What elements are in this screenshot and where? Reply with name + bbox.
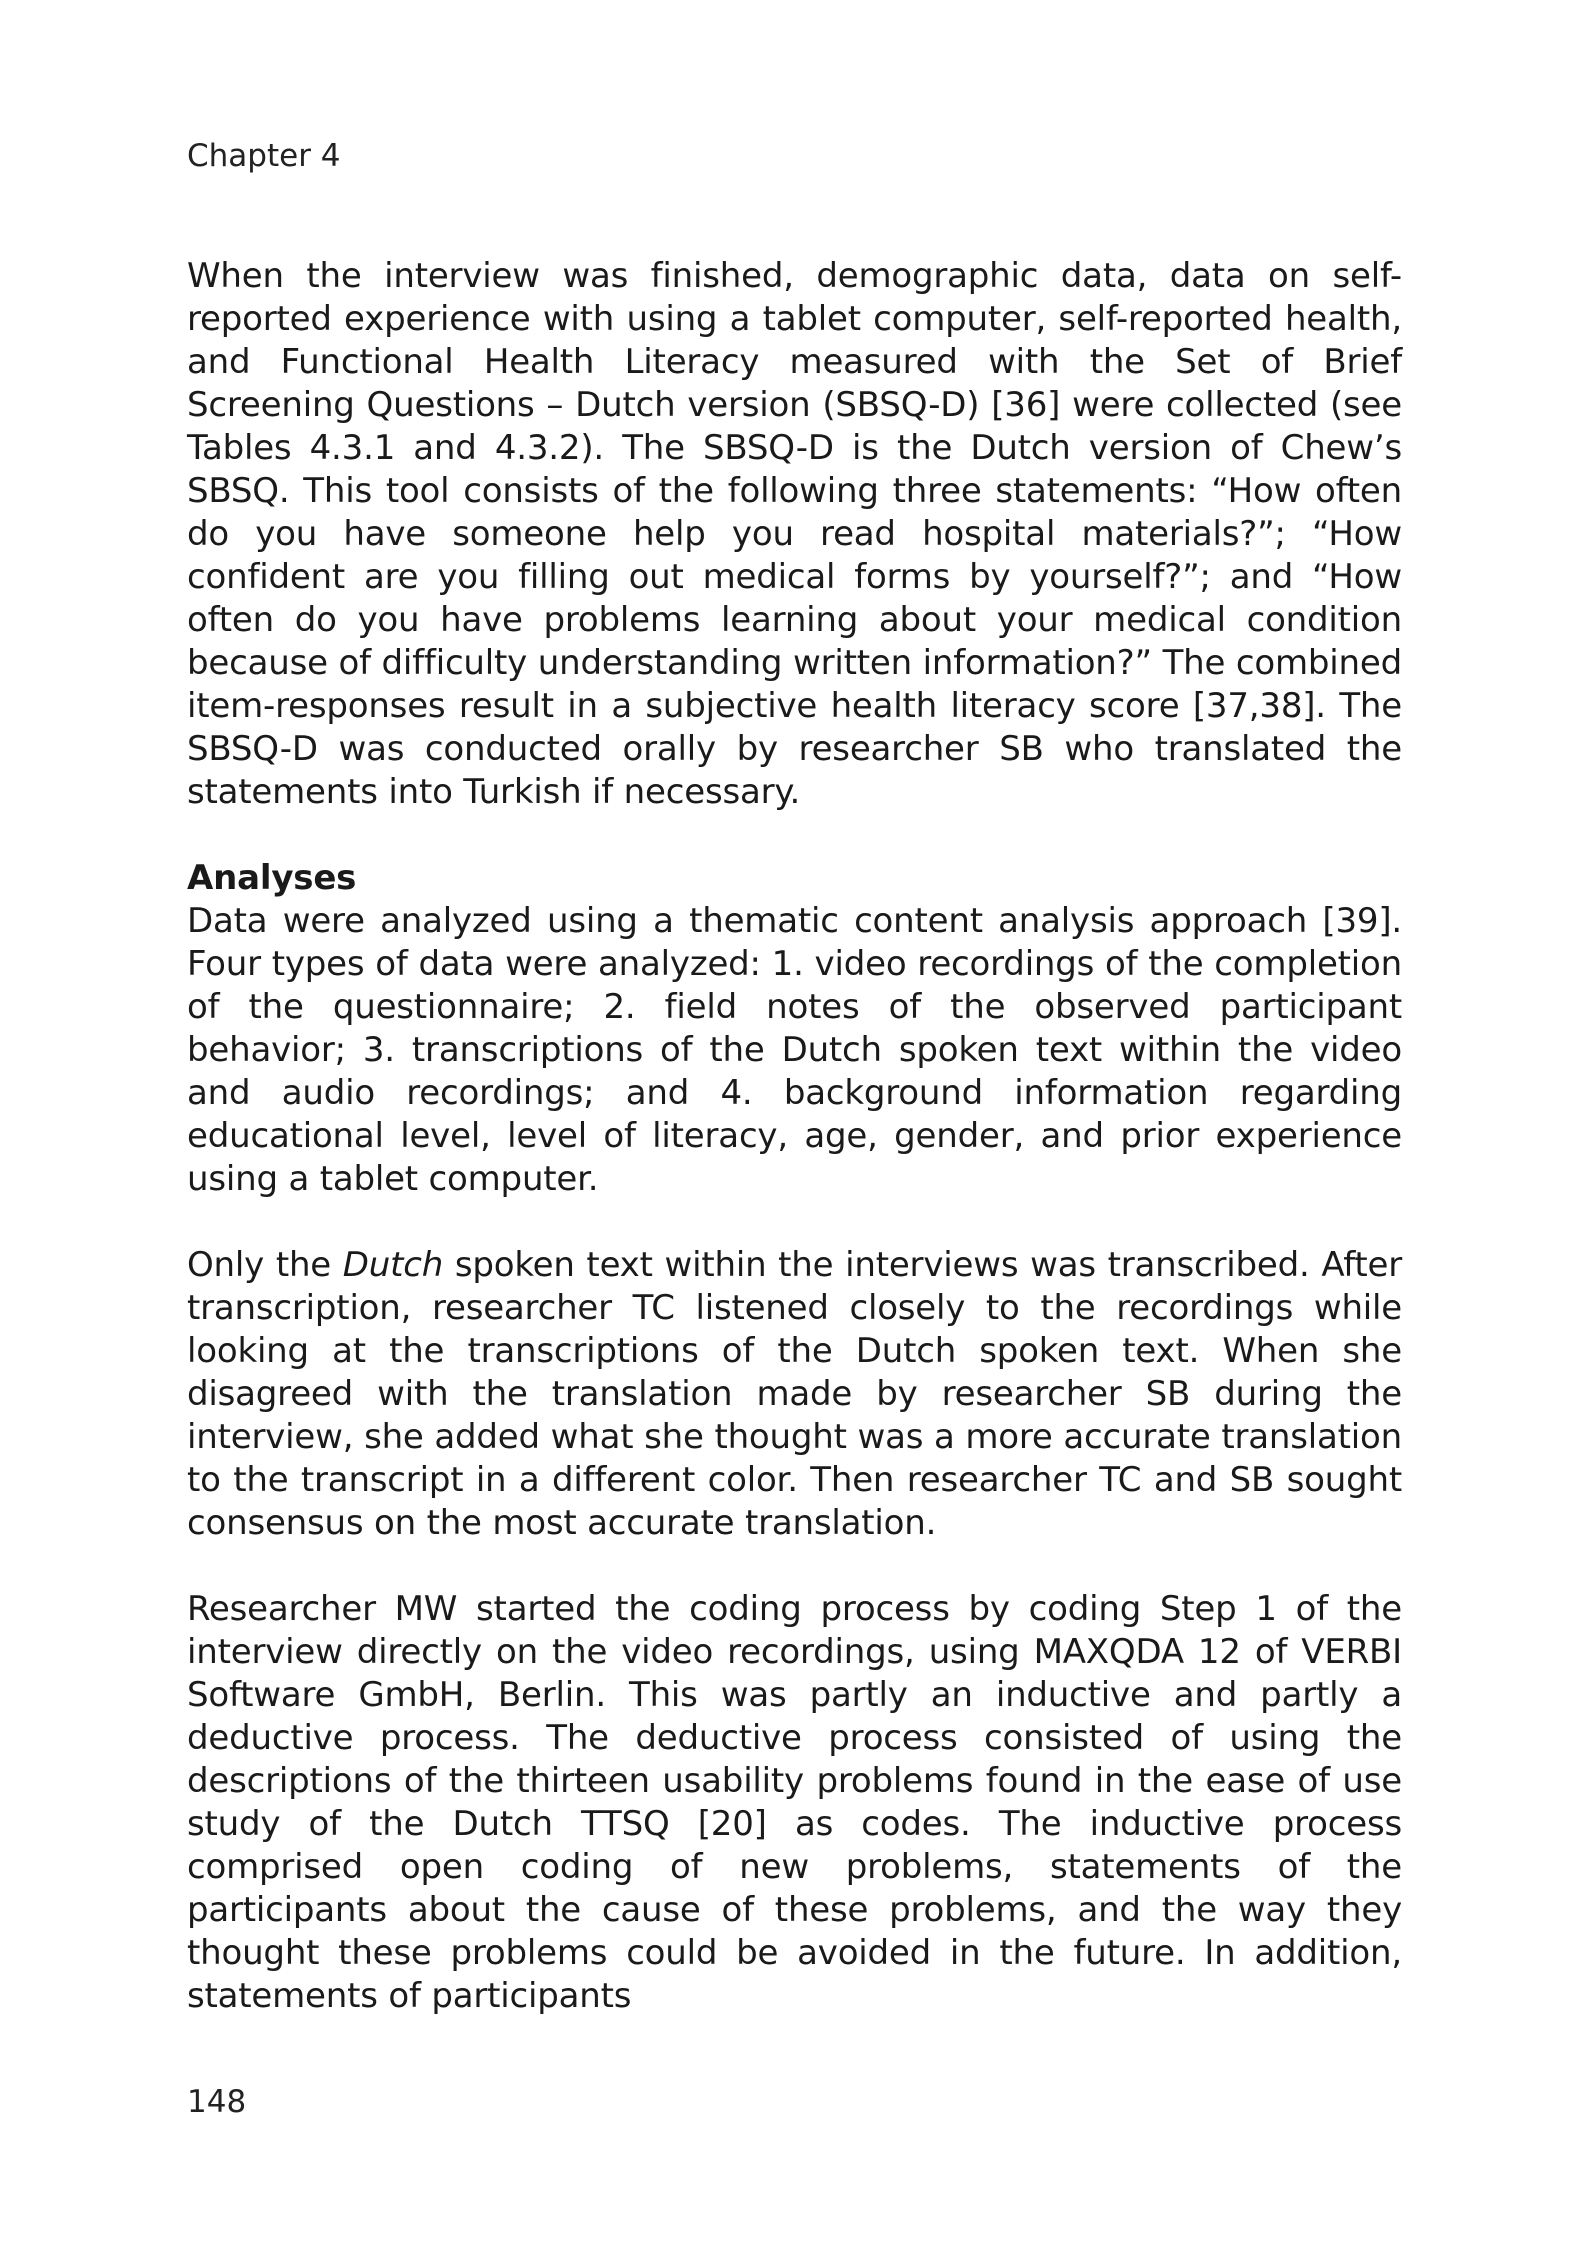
paragraph-coding: Researcher MW started the coding process by coding Step 1 of the interview directly on the video recordings, using MAXQDA 12 of VERBI Software GmbH, Berlin. This was partly an inductive and partly a deductive process. The deductive process consisted of using the descriptions of the thirteen usability problems found in the ease of use study of the Dutch TTSQ [20] as codes. The inductive process comprised open coding of new problems, statements of the participants about the cause of these problems, and the way they thought these problems could be avoided in the future. In addition, statements of participants xyxy=(187,1589,1402,2016)
page-number: 148 xyxy=(187,2084,247,2120)
page-body xyxy=(187,255,1402,2061)
paragraph-transcription-rest: spoken text within the interviews was transcribed. After transcription, researcher TC listened closely to the recordings while looking at the transcriptions of the Dutch spoken text. When she disagreed with the translation made by researcher SB during the interview, she added what she thought was a more accurate translation to the transcript in a different color. Then researcher TC and SB sought consensus on the most accurate translation. xyxy=(187,1245,1402,1543)
paragraph-data-collection: When the interview was finished, demographic data, data on self-reported experience with using a tablet computer, self-reported health, and Functional Health Literacy measured with the Set of Brief Screening Questions – Dutch version (SBSQ-D) [36] were collected (see Tables 4.3.1 and 4.3.2). The SBSQ-D is the Dutch version of Chew’s SBSQ. This tool consists of the following three statements: “How often do you have someone help you read hospital materials?”; “How confident are you filling out medical forms by yourself?”; and “How often do you have problems learning about your medical condition because of difficulty understanding written information?” The combined item-responses result in a subjective health literacy score [37,38]. The SBSQ-D was conducted orally by researcher SB who translated the statements into Turkish if necessary. xyxy=(187,256,1402,812)
section-heading-analyses: Analyses xyxy=(187,858,357,898)
running-head: Chapter 4 xyxy=(187,138,341,174)
paragraph-transcription-start: Only the xyxy=(187,1245,343,1285)
emphasis-dutch: Dutch xyxy=(342,1245,444,1285)
paragraph-analyses: Data were analyzed using a thematic content analysis approach [39]. Four types of data were analyzed: 1. video recordings of the completion of the questionnaire; 2. field notes of the observed participant behavior; 3. transcriptions of the Dutch spoken text within the video and audio recordings; and 4. background information regarding educational level, level of literacy, age, gender, and prior experience using a tablet computer. xyxy=(187,901,1402,1199)
paragraph-transcription xyxy=(187,1244,1402,1545)
